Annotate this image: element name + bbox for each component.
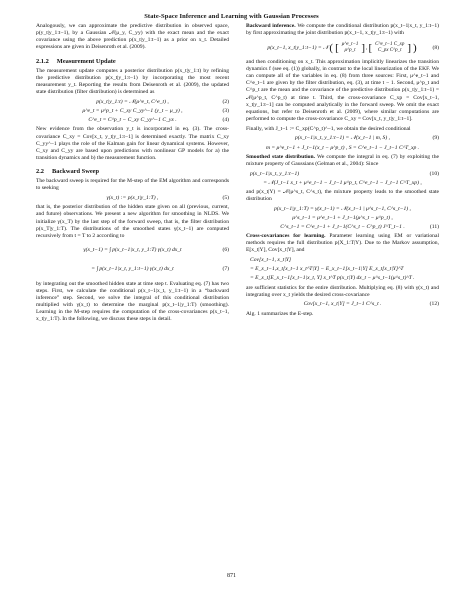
equation-number: (5) xyxy=(222,195,229,202)
equation-number: (12) xyxy=(429,301,439,308)
equation-body: Cov[x_t−1, x_t|Y] = J_t−1 C^s_t . xyxy=(303,301,382,308)
equation-body: = E_x_t[E_x_t−1[x_t−1|x_t, Y] x_t^T p(x_t|Y) dx_t − μ^s_t−1(μ^s_t)^T . xyxy=(250,275,415,282)
bracket-open: [ xyxy=(335,42,339,55)
equation-body: γ(x_t) := p(x_t|y_1:T) , xyxy=(106,195,159,202)
equation-body: m = μ^e_t−1 + J_t−1(x_t − μ^p_t) , S = C^e_t−1 − J_t−1 C^T_xp . xyxy=(265,144,420,151)
equation-body: C^s_t−1 = C^e_t−1 + J_t−1(C^s_t − C^p_t) J^T_t−1 . xyxy=(280,223,405,230)
equation-body: μ^s_t−1 = μ^e_t−1 + J_t−1(μ^s_t − μ^p_t) , xyxy=(292,214,393,221)
equation-number: (6) xyxy=(222,247,229,254)
matrix-row: C^e_t−1 C_xp xyxy=(375,42,405,48)
right-column xyxy=(246,23,439,320)
equation-9 xyxy=(246,135,439,142)
equation-number: (2) xyxy=(222,98,229,105)
equation-2 xyxy=(36,99,229,106)
equation-number: (3) xyxy=(222,108,229,115)
equation-body: p(x_t−1|x_t, y_1:t−1) xyxy=(250,170,300,177)
bracket-close: ] xyxy=(407,42,412,55)
section-title: Backward Sweep xyxy=(52,168,100,176)
equation-body: C^e_t = C^p_t − C_xy C_yy^−1 C_yx . xyxy=(88,117,177,124)
equation-3 xyxy=(36,108,229,115)
equation-11-line-1 xyxy=(246,206,439,213)
paragraph-heading: Cross-covariances for learning. xyxy=(246,233,326,240)
equation-body: Cov[x_t−1, x_t|Y] xyxy=(250,257,292,264)
equation-10-continued xyxy=(246,180,439,187)
matrix-row: μ^p_t xyxy=(344,48,356,54)
section-heading-2-2 xyxy=(36,168,229,175)
paragraph-text: We compute the conditional distribution p(x_t−1|x_t, y_1:t−1) by first approximating the joint distribution p(x_t−1, x_t|y_1:t−1) with xyxy=(246,23,439,37)
equation-body: p(x_t−1|y_1:T) = γ(x_t−1) = 𝒩(x_t−1 | μ^s_t−1, C^s_t−1) , xyxy=(274,205,411,212)
equation-8 xyxy=(246,40,439,57)
equation-cov-line-2 xyxy=(246,266,439,273)
equation-number: (4) xyxy=(222,117,229,124)
equation-10 xyxy=(246,171,439,178)
equation-number: (8) xyxy=(432,44,439,51)
equation-9-continued xyxy=(246,145,439,152)
equation-7 xyxy=(36,262,229,279)
paragraph: that is, the posterior distribution of the hidden state given on all (previous, current, and future) observations. We present a new algorithm for smoothing in NLDS. We initialize γ(x_T) by the last step of the forward sweep, that is, the filter distribution p(x_T|y_1:T). The distributions of the smoothed states γ(x_t−1) are computed recursively from t = T to 2 according to xyxy=(36,204,229,239)
equation-body: = E_x_t−1,x_t[x_t−1 x_t^T|Y] − E_x_t−1[x_t−1|Y] E_x_t[x_t|Y]^T xyxy=(250,266,404,273)
equation-body: p(x_t−1|x_t, y_1:t−1) = 𝒩(x_t−1 | m, S) , xyxy=(295,135,390,142)
equation-6 xyxy=(36,243,229,260)
equation-body: μ^e_t = μ^p_t + C_xy C_yy^−1 (y_t − μ_y) , xyxy=(82,108,183,115)
paragraph: and p(x_t|Y) = 𝒩(μ^s_t, C^s_t), the mixture property leads to the smoothed state distribution xyxy=(246,188,439,202)
paragraph-heading: Smoothed state distribution. xyxy=(246,153,315,160)
equation-cov-line-1 xyxy=(246,257,439,264)
paragraph-text: We compute the integral in eq. (7) by exploiting the mixture property of Gaussians (Gelman et al., 2004): Since xyxy=(246,153,439,167)
matrix-row: C_px C^p_t xyxy=(377,48,402,54)
equation-4 xyxy=(36,117,229,124)
page-number: 871 xyxy=(227,573,236,579)
equation-lhs: p(x_t−1, x_t|y_1:t−1) = 𝒩 xyxy=(267,44,329,51)
left-column xyxy=(36,23,229,326)
equation-11-line-3 xyxy=(246,224,439,231)
paragraph: Alg. 1 summarizes the E-step. xyxy=(246,310,314,317)
paragraph xyxy=(246,23,439,37)
equation-11-line-2 xyxy=(246,215,439,222)
bracket-open: ( xyxy=(329,42,334,55)
section-heading-2-1-2 xyxy=(36,58,229,65)
equation-number: (9) xyxy=(432,135,439,142)
paragraph-heading: Backward inference. xyxy=(246,23,296,29)
comma: , xyxy=(366,44,368,51)
paragraph: by integrating out the smoothed hidden state at time step t. Evaluating eq. (7) has two steps. First, we calculate the conditional p(x_t−1|x_t, y_1:t−1) in a “backward inference” step. Second, we solve the integral of this conditional distribution multiplied with γ(x_t) to determine the marginal p(x_t−1|y_1:T) (smoothing). Learning in the M-step requires the computation of the cross-covariances p(x_t−1, x_t|y_1:T). In the following, we discuss these steps in detail. xyxy=(36,280,229,323)
paragraph: The measurement update computes a posterior distribution p(x_t|y_1:t) by refining the predictive distribution p(x_t|y_1:t−1) by incorporating the most recent measurement y_t. Reporting the results from Deisenroth et al. (2009), the updated state distribution (filter distribution) is determined as xyxy=(36,67,229,96)
covariance-matrix xyxy=(375,42,404,54)
bracket-open: [ xyxy=(368,42,373,55)
paragraph: The backward sweep is required for the M-step of the EM algorithm and corresponds to seeking xyxy=(36,178,229,192)
paragraph: Finally, with J_t−1 := C_xp(C^p_t)^−1, we obtain the desired conditional xyxy=(246,125,411,132)
equation-body: = 𝒩(J_t−1 x_t + μ^e_t−1 − J_t−1 μ^p_t, C^e_t−1 − J_t−1 C^T_xp) , xyxy=(263,179,422,186)
paragraph xyxy=(246,233,439,254)
paragraph: and then conditioning on x_t. This approximation implicitly linearizes the transition dynamics f (see eq. (1)) globally, in contrast to the local linearization of the EKF. We can compute all of the variables in eq. (8) from three sources: First, μ^e_t−1 and C^e_t−1 are given by the filter distribution, eq. (3), at time t − 1. Second, μ^p_t and C^p_t are the mean and the covariance of the predictive distribution p(x_t|y_1:t−1) = 𝒩(μ^p_t, C^p_t) at time t. Third, the cross-covariance C_xp = Cov[x_t−1, x_t|y_1:t−1] can be computed analytically in the forward sweep. We omit the exact equations, but refer to Deisenroth et al. (2009), where similar computations are performed to compute the cross-covariance C_xy = Cov[x_t, y_t|y_1:t−1]. xyxy=(246,58,439,123)
section-number: 2.2 xyxy=(36,168,44,176)
equation-body: p(x_t|y_1:t) = 𝒩(μ^e_t, C^e_t) , xyxy=(96,98,169,105)
mean-vector xyxy=(342,42,359,54)
section-number: 2.1.2 xyxy=(36,57,49,65)
matrix-row: μ^e_t−1 xyxy=(341,42,359,48)
equation-cov-line-3 xyxy=(246,275,439,282)
equation-number: (7) xyxy=(222,266,229,273)
paragraph xyxy=(246,154,439,168)
paragraph: New evidence from the observation y_t is incorporated in eq. (3). The cross-covariance C_xy = Cov[x_t, y_t|y_1:t−1] is determined exactly. The matrix C_xy C_yy^−1 plays the role of the Kalman gain for linear dynamical systems. However, C_xy and C_yy are based upon predictions with nonlinear GP models for a) the transition dynamics and b) the measurement function. xyxy=(36,126,229,161)
equation-number: (11) xyxy=(429,223,439,230)
equation-12 xyxy=(246,301,439,308)
equation-body: = ∫ p(x_t−1|x_t, y_1:t−1) γ(x_t) dx_t xyxy=(91,266,174,273)
bracket-close: ] xyxy=(361,42,366,55)
bracket-close: ) xyxy=(413,42,417,55)
running-title: State-Space Inference and Learning with Gaussian Processes xyxy=(144,13,319,20)
equation-body: γ(x_t−1) = ∫ p(x_t−1|x_t, y_1:T) γ(x_t) dx_t xyxy=(83,247,182,254)
paragraph: are sufficient statistics for the entire distribution. Multiplying eq. (8) with γ(x_t) and integrating over x_t yields the desired cross-covariance xyxy=(246,284,439,298)
paragraph: Analogously, we can approximate the predictive distribution in observed space, p(y_t|y_1:t−1), by a Gaussian 𝒩(μ_y, C_yy) with the exact mean and the exact covariance using the above prediction p(x_t|y_1:t−1) as a prior on x_t. Detailed expressions are given in Deisenroth et al. (2009). xyxy=(36,23,229,51)
section-title: Measurement Update xyxy=(56,57,116,65)
equation-number: (10) xyxy=(429,170,439,177)
paragraph-text: Parameter learning using EM or variational methods requires the full distribution p(X_1:T|Y). Due to the Markov assumption, E[x_t|Y], Cov[x_t|Y], and xyxy=(246,233,440,254)
equation-5 xyxy=(36,195,229,202)
